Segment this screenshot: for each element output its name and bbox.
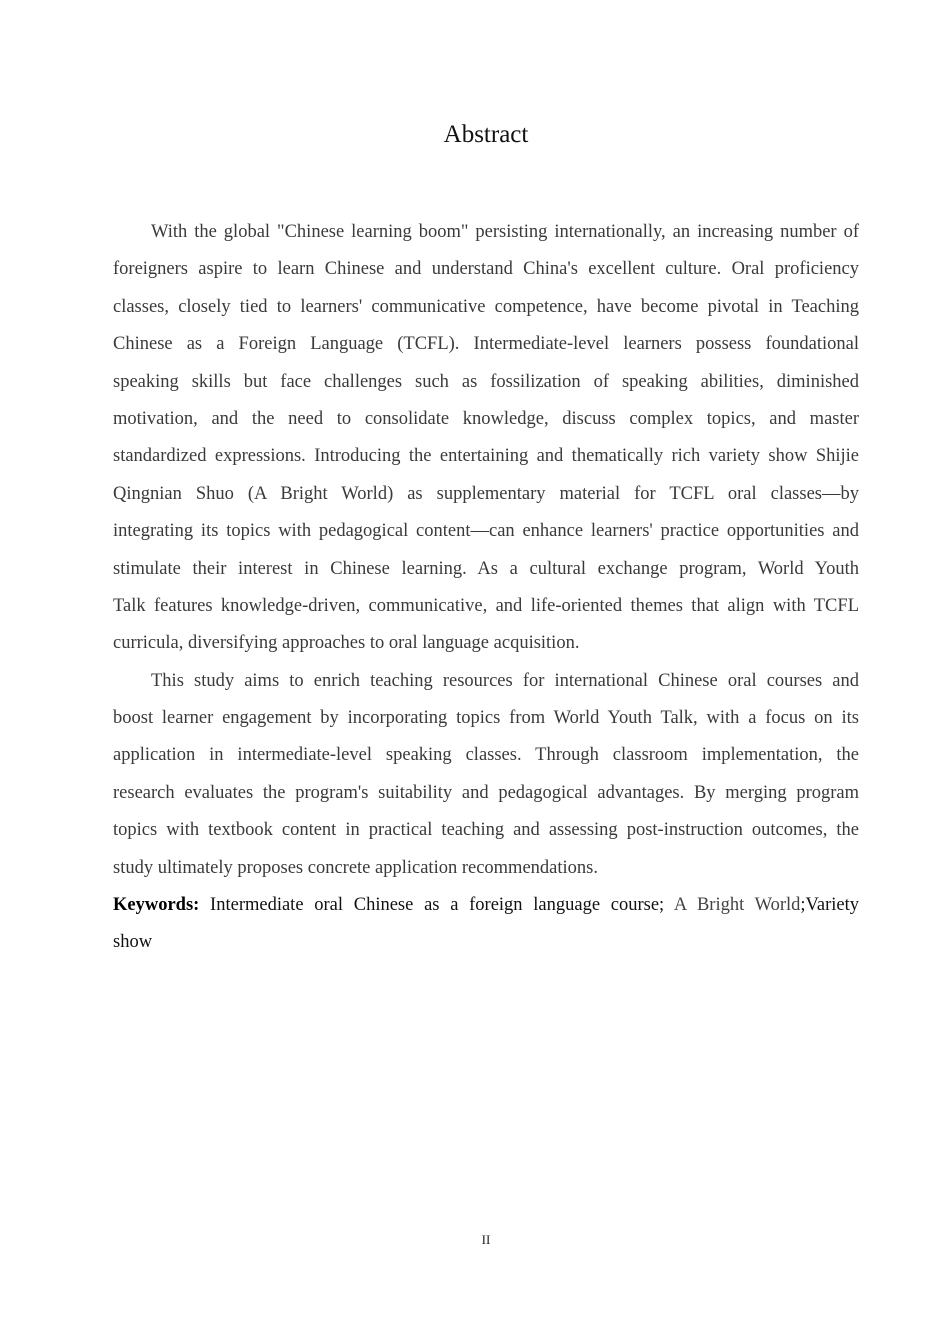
abstract-body	[113, 219, 859, 967]
text-line: classes, closely tied to learners' communicative competence, have become pivotal in Teaching	[113, 296, 859, 317]
text-line: This study aims to enrich teaching resources for international Chinese oral courses and	[151, 670, 859, 691]
text-line: Qingnian Shuo (A Bright World) as supplementary material for TCFL oral classes—by	[113, 483, 859, 504]
paragraph-1	[113, 219, 859, 668]
keyword-1: Intermediate oral Chinese as a foreign language course;	[199, 895, 674, 916]
text-line: speaking skills but face challenges such as fossilization of speaking abilities, diminished	[113, 371, 859, 392]
text-line: application in intermediate-level speaking classes. Through classroom implementation, the	[113, 745, 859, 766]
keyword-2: A Bright World	[673, 895, 801, 916]
text-line: Chinese as a Foreign Language (TCFL). Intermediate-level learners possess foundational	[113, 334, 859, 355]
keywords-line-1	[113, 892, 859, 929]
keyword-3: ;Variety	[800, 895, 859, 916]
text-line: curricula, diversifying approaches to oral language acquisition.	[113, 633, 580, 654]
text-line: foreigners aspire to learn Chinese and understand China's excellent culture. Oral proficiency	[113, 259, 859, 280]
text-line: With the global "Chinese learning boom" persisting internationally, an increasing number of	[151, 222, 859, 242]
text-line: topics with textbook content in practical teaching and assessing post-instruction outcomes, the	[113, 820, 859, 841]
paragraph-2	[113, 668, 859, 892]
keywords-line-2: show	[113, 932, 153, 953]
text-line: research evaluates the program's suitability and pedagogical advantages. By merging program	[113, 782, 859, 803]
text-line: boost learner engagement by incorporating topics from World Youth Talk, with a focus on its	[113, 708, 859, 729]
abstract-title: Abstract	[443, 121, 529, 148]
text-line: stimulate their interest in Chinese learning. As a cultural exchange program, World Youth	[113, 558, 859, 579]
text-line: motivation, and the need to consolidate knowledge, discuss complex topics, and master	[113, 408, 859, 429]
page-number: II	[481, 1232, 491, 1247]
text-line: Talk features knowledge-driven, communicative, and life-oriented themes that align with TCFL	[113, 595, 859, 616]
text-line: integrating its topics with pedagogical content—can enhance learners' practice opportunities and	[113, 521, 859, 542]
text-line: study ultimately proposes concrete application recommendations.	[113, 857, 598, 878]
keywords-label: Keywords:	[113, 895, 200, 916]
keywords	[113, 892, 859, 967]
text-line: standardized expressions. Introducing the entertaining and thematically rich variety show Shijie	[113, 446, 859, 467]
